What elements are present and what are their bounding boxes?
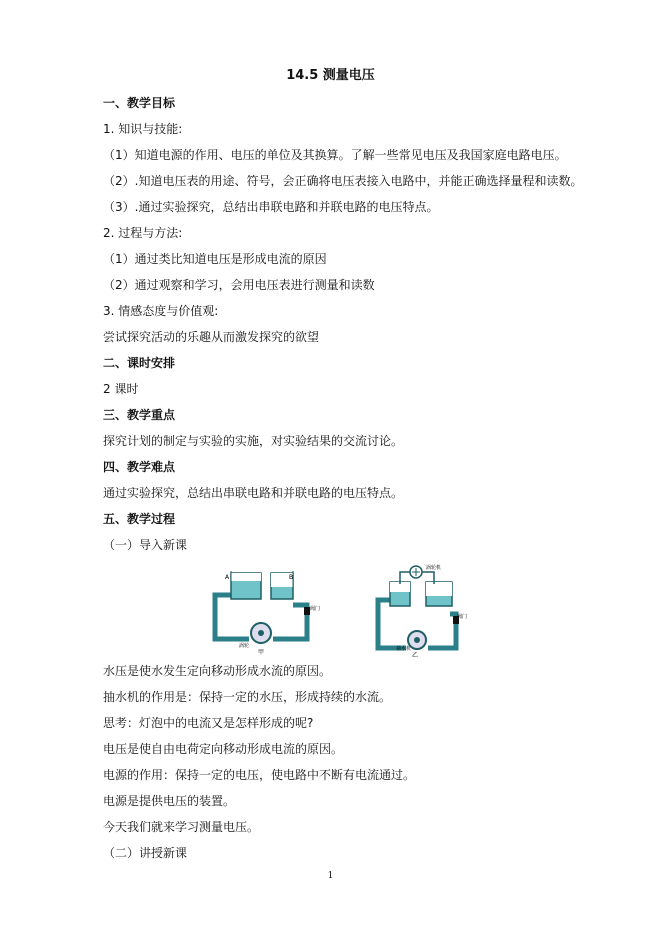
paragraph: 电源是提供电压的装置。 xyxy=(103,794,236,808)
page-number: 1 xyxy=(327,871,334,881)
water-circuit-figure-left xyxy=(207,565,321,656)
right-pipe xyxy=(273,605,307,639)
valve-label: 阀门 xyxy=(457,614,468,620)
figure-caption: 乙 xyxy=(412,652,419,659)
paragraph: （2）通过观察和学习，会用电压表进行测量和读数 xyxy=(103,278,375,292)
paragraph: 通过实验探究，总结出串联电路和并联电路的电压特点。 xyxy=(103,486,404,500)
left-pipe xyxy=(215,595,249,639)
figure-caption: 甲 xyxy=(258,649,265,656)
water-circuit-figure-right xyxy=(372,560,472,658)
paragraph: （2）.知道电压表的用途、符号，会正确将电压表接入电路中，并能正确选择量程和读数。 xyxy=(103,174,583,188)
paragraph: 尝试探究活动的乐趣从而激发探究的欲望 xyxy=(103,330,320,344)
paragraph: 水压是使水发生定向移动形成水流的原因。 xyxy=(103,664,332,678)
turbine-label: 涡轮机 xyxy=(426,565,442,571)
paragraph: 电源的作用：保持一定的电压，使电路中不断有电流通过。 xyxy=(103,768,416,782)
label-b: B xyxy=(289,574,294,581)
paragraph: 抽水机的作用是：保持一定的水压，形成持续的水流。 xyxy=(103,690,392,704)
paragraph: （1）知道电源的作用、电压的单位及其换算。了解一些常见电压及我国家庭电路电压。 xyxy=(103,148,567,162)
pump-label: 抽水机 xyxy=(396,646,412,652)
subsection: 3. 情感态度与价值观: xyxy=(103,304,219,318)
section-heading: 一、教学目标 xyxy=(103,96,176,110)
paragraph: 思考：灯泡中的电流又是怎样形成的呢? xyxy=(103,716,314,730)
paragraph: 探究计划的制定与实验的实施，对实验结果的交流讨论。 xyxy=(103,434,404,448)
subsection: （二）讲授新课 xyxy=(103,846,188,860)
pump-label: 涡轮 xyxy=(239,643,250,649)
subsection: （一）导入新课 xyxy=(103,538,188,552)
left-pipe xyxy=(378,600,406,648)
page-title: 14.5 测量电压 xyxy=(286,68,375,83)
subsection: 1. 知识与技能: xyxy=(103,122,183,136)
label-a: A xyxy=(225,574,230,581)
paragraph: （1）通过类比知道电压是形成电流的原因 xyxy=(103,252,327,266)
paragraph: 2 课时 xyxy=(103,382,139,396)
section-heading: 四、教学难点 xyxy=(103,460,176,474)
section-heading: 三、教学重点 xyxy=(103,408,176,422)
paragraph: 今天我们就来学习测量电压。 xyxy=(103,820,260,834)
section-heading: 二、课时安排 xyxy=(103,356,176,370)
paragraph: 电压是使自由电荷定向移动形成电流的原因。 xyxy=(103,742,344,756)
right-pipe xyxy=(428,614,456,648)
paragraph: （3）.通过实验探究，总结出串联电路和并联电路的电压特点。 xyxy=(103,200,439,214)
valve-label: 阀门 xyxy=(310,606,321,612)
section-heading: 五、教学过程 xyxy=(103,512,176,526)
subsection: 2. 过程与方法: xyxy=(103,226,183,240)
